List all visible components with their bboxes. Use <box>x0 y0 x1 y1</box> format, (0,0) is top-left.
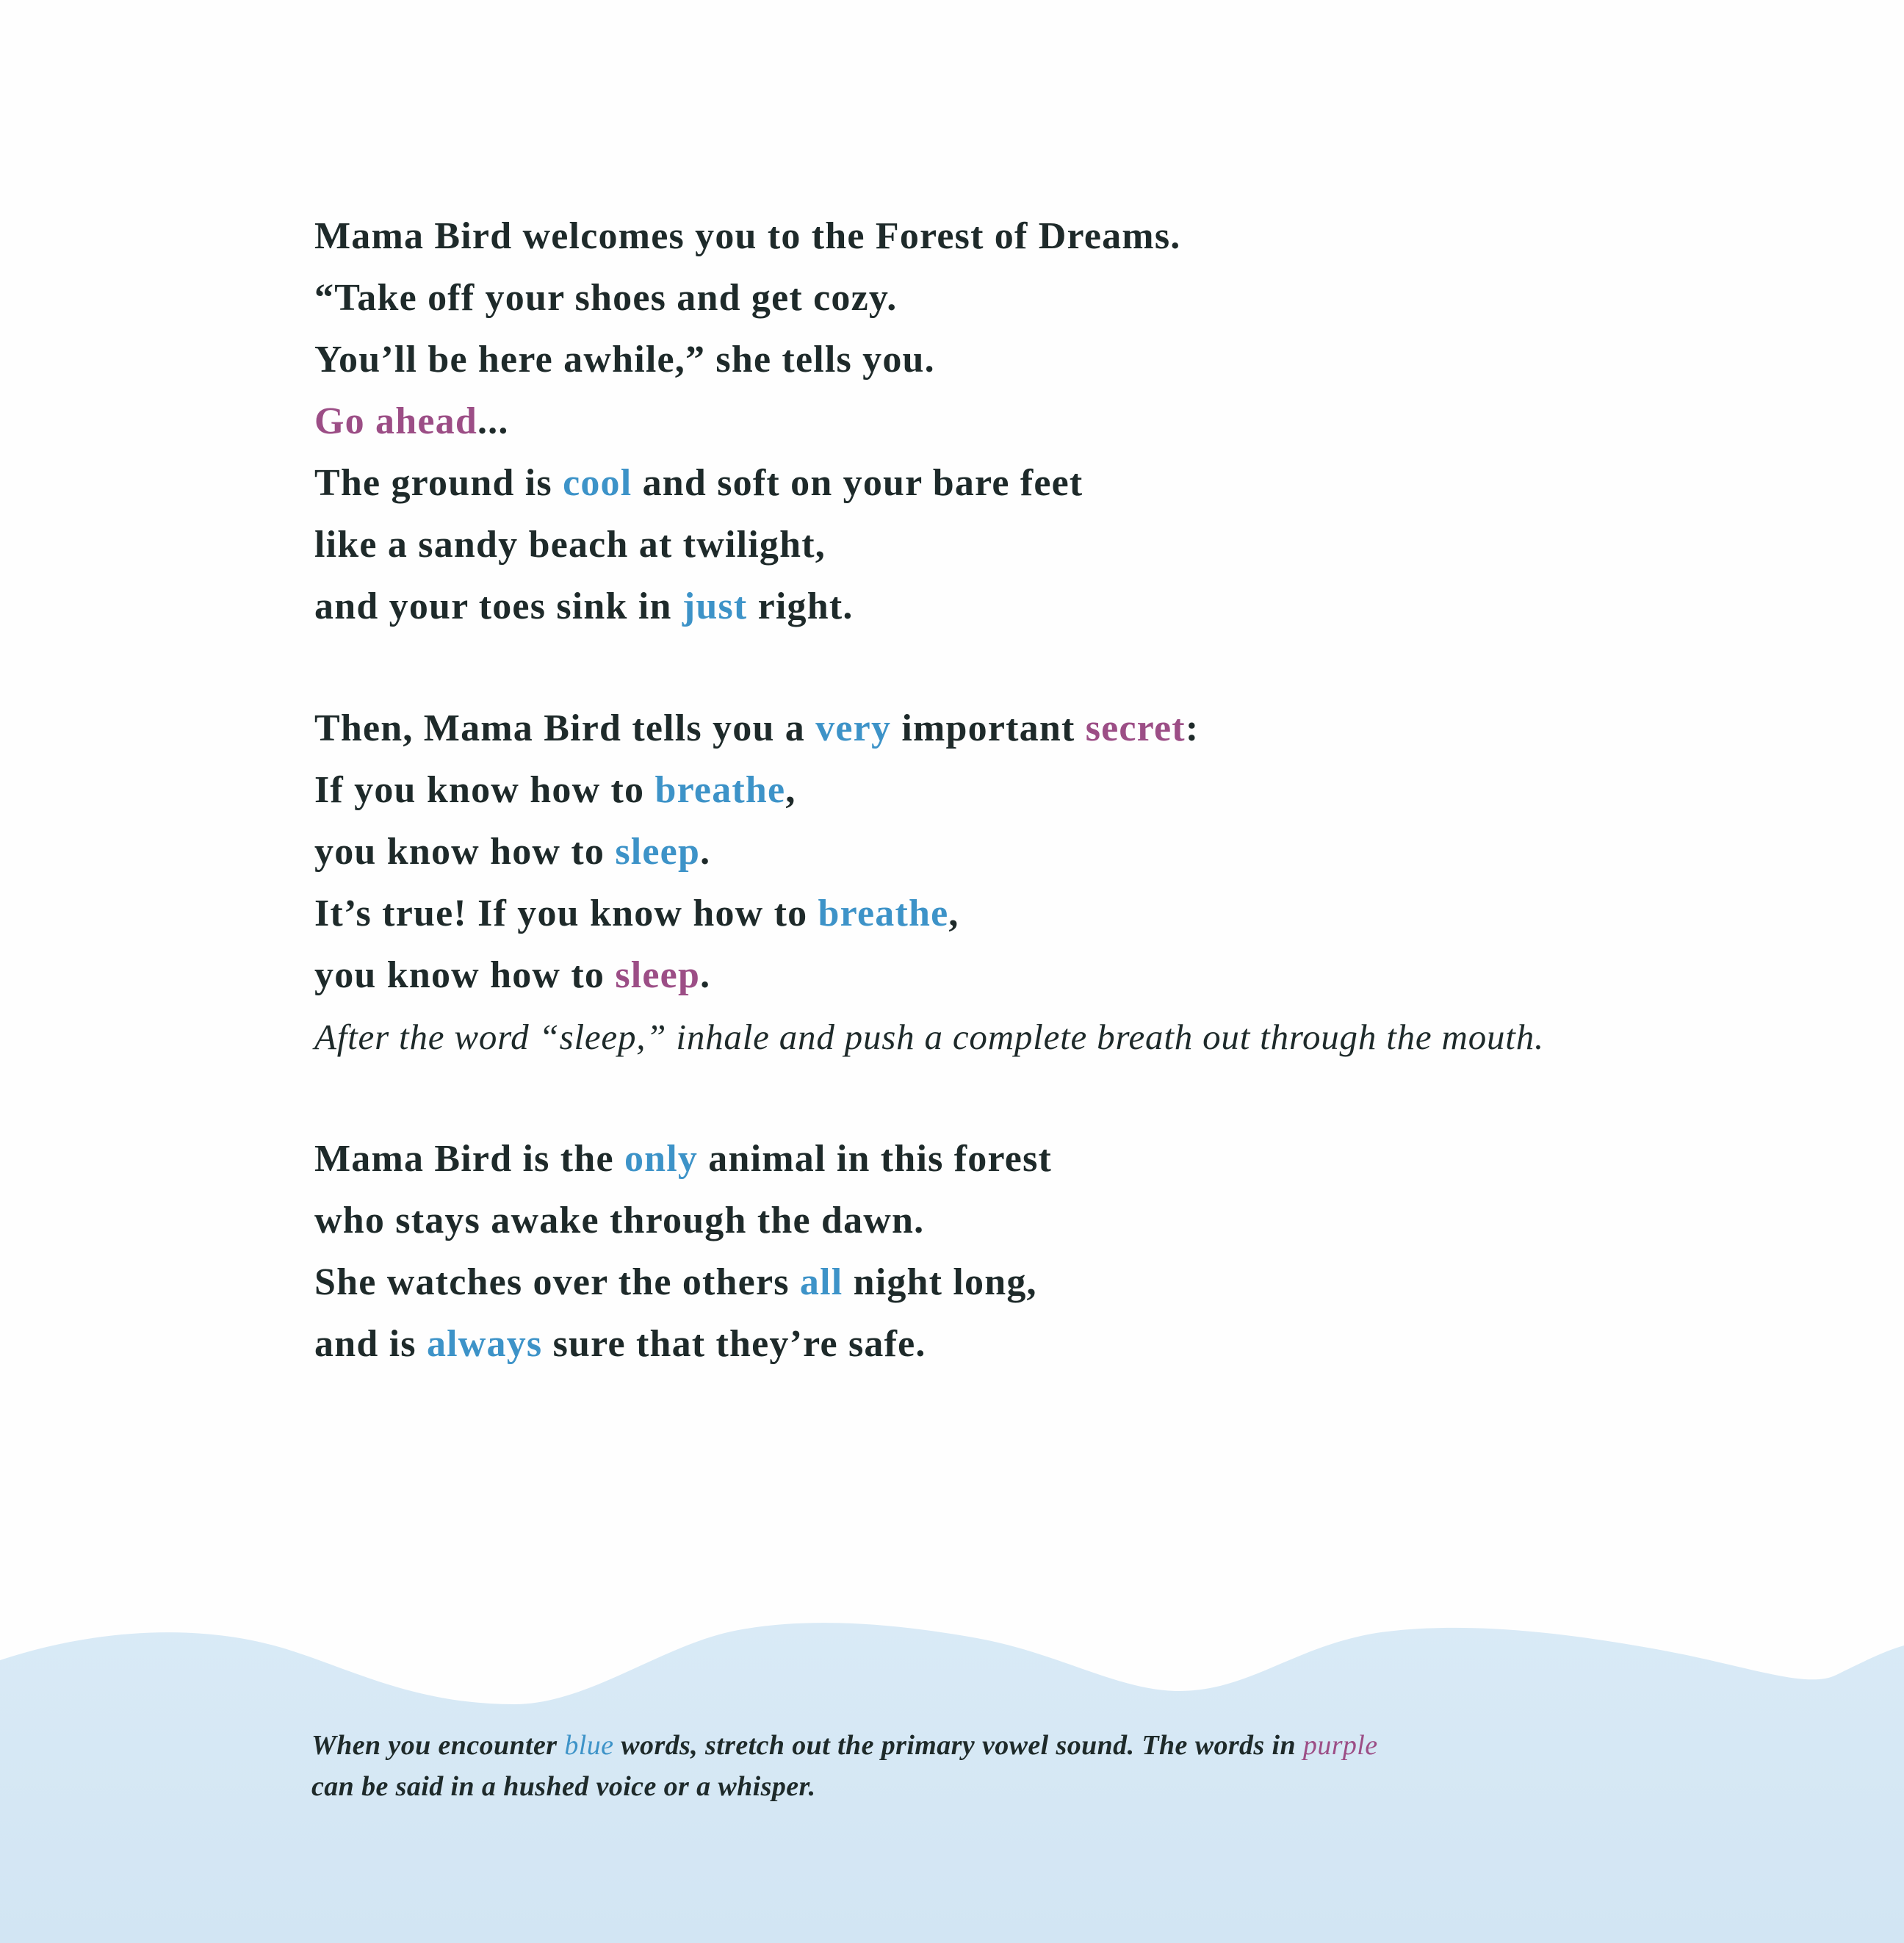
purple-word: secret <box>1085 707 1186 749</box>
story-line <box>314 883 1637 945</box>
text-segment: right. <box>747 585 854 627</box>
text-segment: Mama Bird welcomes you to the Forest of Dreams. <box>314 215 1181 257</box>
text-segment: , <box>785 769 796 811</box>
color-legend-note <box>311 1725 1634 1807</box>
blue-word: only <box>624 1138 699 1180</box>
story-text <box>314 206 1637 1435</box>
text-segment: You’ll be here awhile,” she tells you. <box>314 339 935 381</box>
story-line <box>314 329 1637 391</box>
stanza <box>314 698 1637 1068</box>
story-line <box>314 1128 1637 1190</box>
text-segment: and soft on your bare feet <box>632 462 1083 504</box>
text-segment: like a sandy beach at twilight, <box>314 524 826 566</box>
story-line <box>314 1190 1637 1252</box>
story-line <box>314 391 1637 453</box>
story-line <box>314 698 1637 760</box>
blue-word: breathe <box>818 893 949 934</box>
stanza <box>314 206 1637 638</box>
story-line <box>314 1252 1637 1313</box>
text-segment: and is <box>314 1323 427 1365</box>
text-segment: The ground is <box>314 462 563 504</box>
blue-word: very <box>815 707 892 749</box>
breathing-instruction <box>314 1006 1637 1068</box>
purple-word: purple <box>1302 1730 1378 1761</box>
blue-word: cool <box>563 462 632 504</box>
text-segment: animal in this forest <box>698 1138 1053 1180</box>
text-segment: . <box>700 954 711 996</box>
text-segment: and your toes sink in <box>314 585 682 627</box>
legend-line <box>311 1725 1634 1766</box>
blue-word: blue <box>564 1730 614 1761</box>
story-line <box>314 576 1637 638</box>
blue-word: always <box>426 1323 543 1365</box>
legend-line <box>311 1766 1634 1807</box>
story-line <box>314 514 1637 576</box>
text-segment: When you encounter <box>311 1730 565 1761</box>
story-line <box>314 267 1637 329</box>
text-segment: She watches over the others <box>314 1261 800 1303</box>
story-line <box>314 206 1637 267</box>
text-segment: After the word “sleep,” inhale and push a complete breath out through the mouth. <box>314 1017 1545 1057</box>
text-segment: . <box>700 831 711 873</box>
purple-word: Go ahead <box>314 400 477 442</box>
text-segment: important <box>891 707 1086 749</box>
text-segment: who stays awake through the dawn. <box>314 1200 925 1241</box>
text-segment: night long, <box>843 1261 1037 1303</box>
story-line <box>314 1313 1637 1375</box>
story-line <box>314 821 1637 883</box>
stanza <box>314 1128 1637 1375</box>
text-segment: It’s true! If you know how to <box>314 893 818 934</box>
text-segment: ... <box>477 400 509 442</box>
blue-word: breathe <box>654 769 786 811</box>
story-line <box>314 945 1637 1006</box>
purple-word: sleep <box>615 954 701 996</box>
text-segment: “Take off your shoes and get cozy. <box>314 277 898 319</box>
text-segment: , <box>948 893 959 934</box>
text-segment: you know how to <box>314 954 616 996</box>
text-segment: words, stretch out the primary vowel sound. The words in <box>613 1730 1303 1761</box>
text-segment: Mama Bird is the <box>314 1138 624 1180</box>
story-line <box>314 760 1637 821</box>
text-segment: can be said in a hushed voice or a whisper. <box>311 1771 816 1802</box>
story-line <box>314 453 1637 514</box>
text-segment: sure that they’re safe. <box>542 1323 926 1365</box>
text-segment: you know how to <box>314 831 616 873</box>
blue-word: sleep <box>615 831 701 873</box>
blue-word: just <box>682 585 748 627</box>
text-segment: : <box>1185 707 1200 749</box>
text-segment: Then, Mama Bird tells you a <box>314 707 816 749</box>
text-segment: If you know how to <box>314 769 655 811</box>
blue-word: all <box>799 1261 843 1303</box>
